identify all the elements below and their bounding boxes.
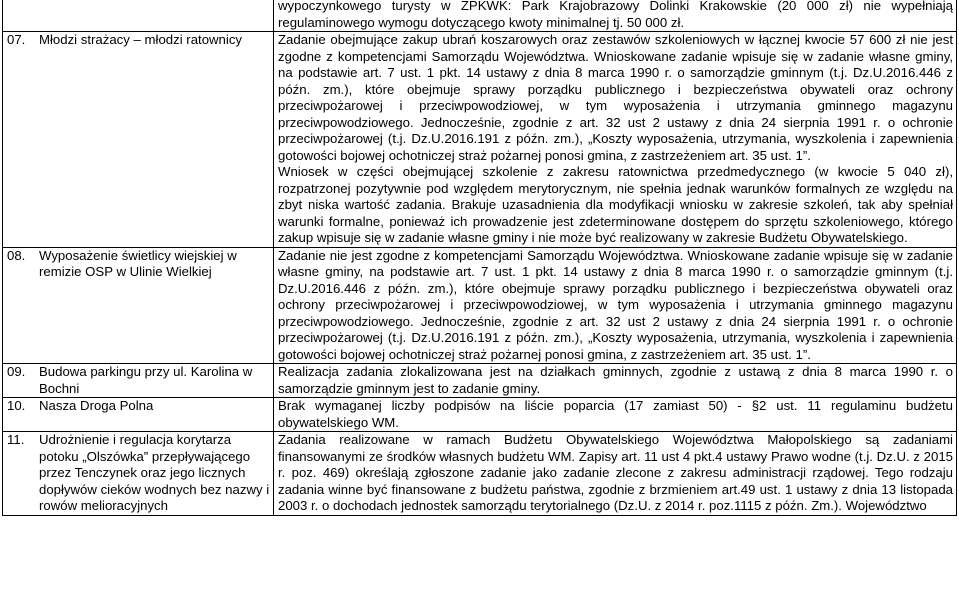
justification-paragraph: Zadanie obejmujące zakup ubrań koszarowych oraz zestawów szkoleniowych w łącznej kwocie 57 600 zł nie jest zgodne z kompetencjami Samorządu Województwa. Wnioskowane zadanie wpisuje się w zadanie własne gminy, na podstawie art. 7 ust. 1 pkt. 14 ustawy z dnia 8 marca 1990 r. o samorządzie gminnym (t.j. Dz.U.2016.446 z późn. zm.), które obejmuje sprawy porządku publicznego i bezpieczeństwa obywateli oraz ochrony przeciwpożarowej i przeciwpowodziowej, w tym wyposażenia i utrzymania gminnego magazynu przeciwpowodziowego. Jednocześnie, zgodnie z art. 32 ust 2 ustawy z dnia 24 sierpnia 1991 r. o ochronie przeciwpożarowej (t.j. Dz.U.2016.191 z późn. zm.), „Koszty wyposażenia, utrzymania, wyszkolenia i zapewnienia gotowości bojowej ochotniczej straż pożarnej ponosi gmina, z zastrzeżeniem art. 35 ust. 1”. xyxy=(278,32,953,163)
justification-cell xyxy=(274,432,957,516)
task-title: Młodzi strażacy – młodzi ratownicy xyxy=(39,32,243,47)
decisions-table xyxy=(2,0,957,516)
task-title: Nasza Droga Polna xyxy=(39,398,154,413)
task-number: 09. xyxy=(7,364,26,379)
justification-paragraph: Zadania realizowane w ramach Budżetu Obywatelskiego Województwa Małopolskiego są zadaniami finansowanymi ze środków własnych budżetu WM. Zapisy art. 11 ust 4 pkt.4 ustawy Prawo wodne (t.j. Dz.U. z 2015 r. poz. 469) określają zgłoszone zadanie jako zadanie zlecone z zakresu administracji rządowej. Tego rodzaju zadania winne być finansowane z budżetu państwa, zgodnie z brzmieniem art.49 ust. 1 ustawy z dnia 13 listopada 2003 r. o dochodach jednostek samorządu terytorialnego (Dz.U. z 2014 r. poz.1115 z późn. Zm.). Województwo xyxy=(278,432,953,513)
justification-paragraph: wypoczynkowego turysty w ZPKWK: Park Krajobrazowy Dolinki Krakowskie (20 000 zł) nie wypełniają regulaminowego wymogu dotyczącego kwoty minimalnej tj. 50 000 zł. xyxy=(278,0,953,30)
task-title-cell xyxy=(3,432,274,516)
task-number: 11. xyxy=(7,432,25,447)
justification-paragraph: Zadanie nie jest zgodne z kompetencjami Samorządu Województwa. Wnioskowane zadanie wpisuje się w zadanie własne gminy, na podstawie art. 7 ust. 1 pkt. 14 ustawy z dnia 8 marca 1990 r. o samorządzie gminnym (t.j. Dz.U.2016.446 z późn. zm.), które obejmuje sprawy porządku publicznego i bezpieczeństwa obywateli oraz ochrony przeciwpożarowej i przeciwpowodziowej, w tym wyposażenia i utrzymania gminnego magazynu przeciwpowodziowego. Jednocześnie, zgodnie z art. 32 ust 2 ustawy z dnia 24 sierpnia 1991 r. o ochronie przeciwpożarowej (t.j. Dz.U.2016.191 z późn. zm.), „Koszty wyposażenia, utrzymania, wyszkolenia i zapewnienia gotowości bojowej ochotniczej straż pożarnej ponosi gmina, z zastrzeżeniem art. 35 ust. 1”. xyxy=(278,247,953,362)
justification-paragraph: Wniosek w części obejmującej szkolenie z zakresu ratownictwa przedmedycznego (w kwocie 5 040 zł), rozpatrzonej pozytywnie pod względem merytorycznym, nie spełnia jednak warunków formalnych ze względu na zbyt niska wartość zadania. Brakuje uzasadnienia dla modyfikacji wniosku w zakresie szkoleń, tak aby spełniał warunki formalne, ponieważ ich prowadzenie jest zdeterminowane dostępem do sprzętu szkoleniowego, którego zakup wpisuje się w zadanie własne gminy i nie może być realizowany w zakresie Budżetu Obywatelskiego. xyxy=(278,164,953,245)
task-number: 10. xyxy=(7,398,26,413)
justification-cell xyxy=(274,398,957,432)
task-title: Wyposażenie świetlicy wiejskiej w remizie OSP w Ulinie Wielkiej xyxy=(39,247,237,279)
table-row xyxy=(3,32,957,248)
task-title-cell xyxy=(3,32,274,248)
table-row xyxy=(3,364,957,398)
task-number: 07. xyxy=(7,32,26,47)
task-title-cell xyxy=(3,398,274,432)
task-title: Udrożnienie i regulacja korytarza potoku „Olszówka” przepływającego przez Tenczynek oraz jego licznych dopływów cieków wodnych bez nazwy i rowów melioracyjnych xyxy=(39,432,270,513)
justification-cell xyxy=(274,364,957,398)
task-number: 08. xyxy=(7,247,26,263)
justification-paragraph: Realizacja zadania zlokalizowana jest na działkach gminnych, zgodnie z ustawą z dnia 8 marca 1990 r. o samorządzie gminnym jest to zadanie gminy. xyxy=(278,364,953,396)
task-title-cell xyxy=(3,364,274,398)
task-title-cell xyxy=(3,0,274,32)
task-title-cell xyxy=(3,247,274,364)
justification-paragraph: Brak wymaganej liczby podpisów na liście poparcia (17 zamiast 50) - §2 ust. 11 regulaminu budżetu obywatelskiego WM. xyxy=(278,398,953,430)
justification-cell xyxy=(274,247,957,364)
table-row xyxy=(3,247,957,364)
task-title: Budowa parkingu przy ul. Karolina w Bochni xyxy=(39,364,253,396)
table-row xyxy=(3,432,957,516)
justification-cell xyxy=(274,0,957,32)
table-row xyxy=(3,398,957,432)
table-row xyxy=(3,0,957,32)
justification-cell xyxy=(274,32,957,248)
